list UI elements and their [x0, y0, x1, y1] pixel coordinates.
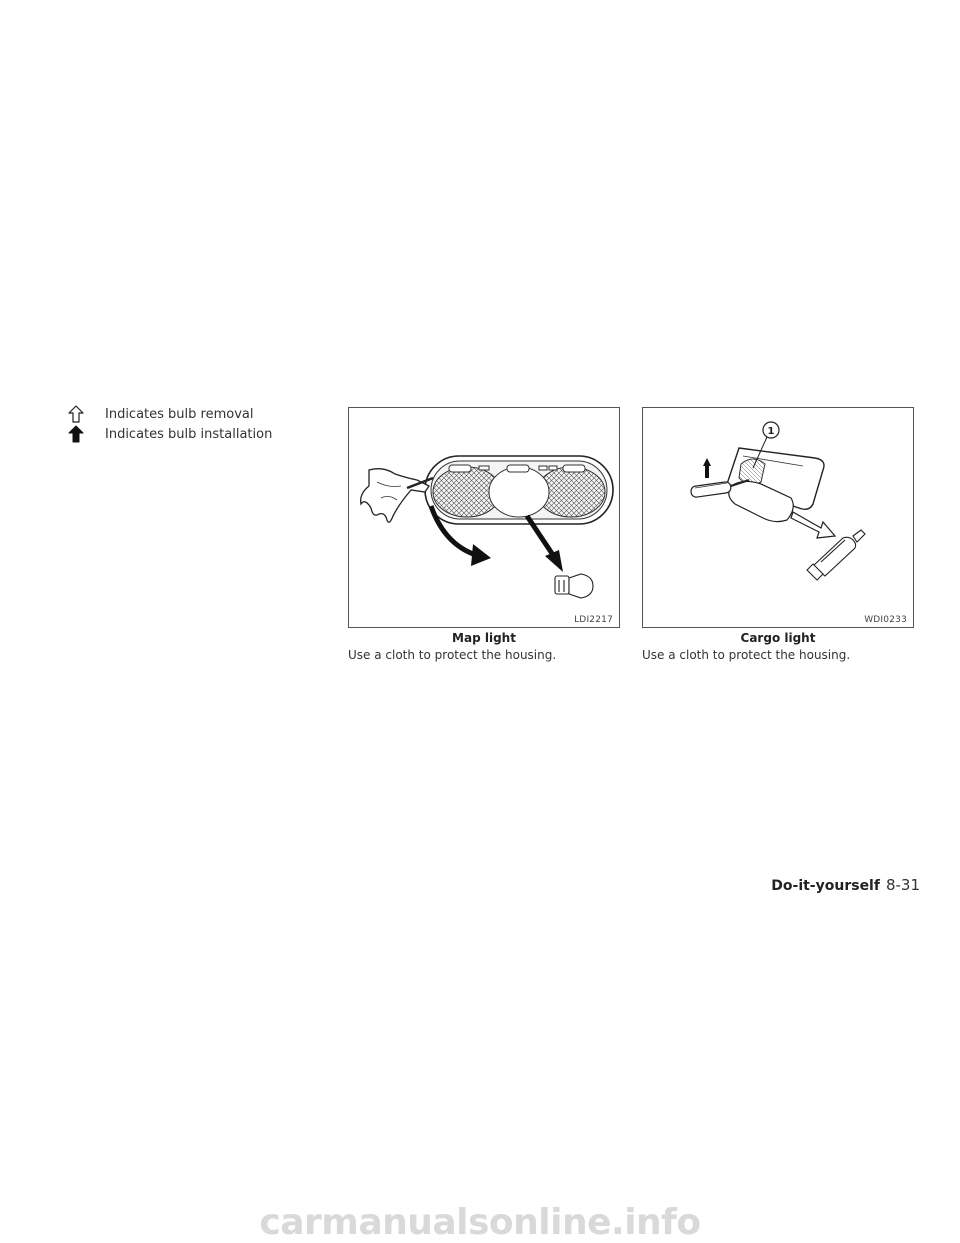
outline-arrow-up-icon	[68, 405, 84, 423]
filled-arrow-up-icon	[68, 425, 84, 443]
footer-section-title: Do-it-yourself	[771, 878, 880, 894]
page-footer	[771, 876, 920, 894]
cargo-light-illustration	[643, 408, 913, 627]
map-light-figure	[348, 407, 620, 628]
figure-code: WDI0233	[864, 615, 907, 625]
figure-note-cargo-light: Use a cloth to protect the housing.	[642, 648, 851, 662]
legend-installation	[68, 424, 272, 444]
legend-removal-text: Indicates bulb removal	[105, 406, 254, 422]
figure-caption-map-light: Map light	[452, 631, 516, 645]
map-light-illustration	[349, 408, 619, 627]
legend-installation-text: Indicates bulb installation	[105, 426, 273, 442]
watermark: carmanualsonline.info	[259, 1202, 701, 1243]
page-number: 8-31	[885, 876, 920, 894]
legend-removal	[68, 404, 253, 424]
callout-number: 1	[767, 426, 775, 437]
cargo-light-figure	[642, 407, 914, 628]
figure-code: LDI2217	[574, 615, 613, 625]
figure-note-map-light: Use a cloth to protect the housing.	[348, 648, 557, 662]
figure-caption-cargo-light: Cargo light	[740, 631, 816, 645]
